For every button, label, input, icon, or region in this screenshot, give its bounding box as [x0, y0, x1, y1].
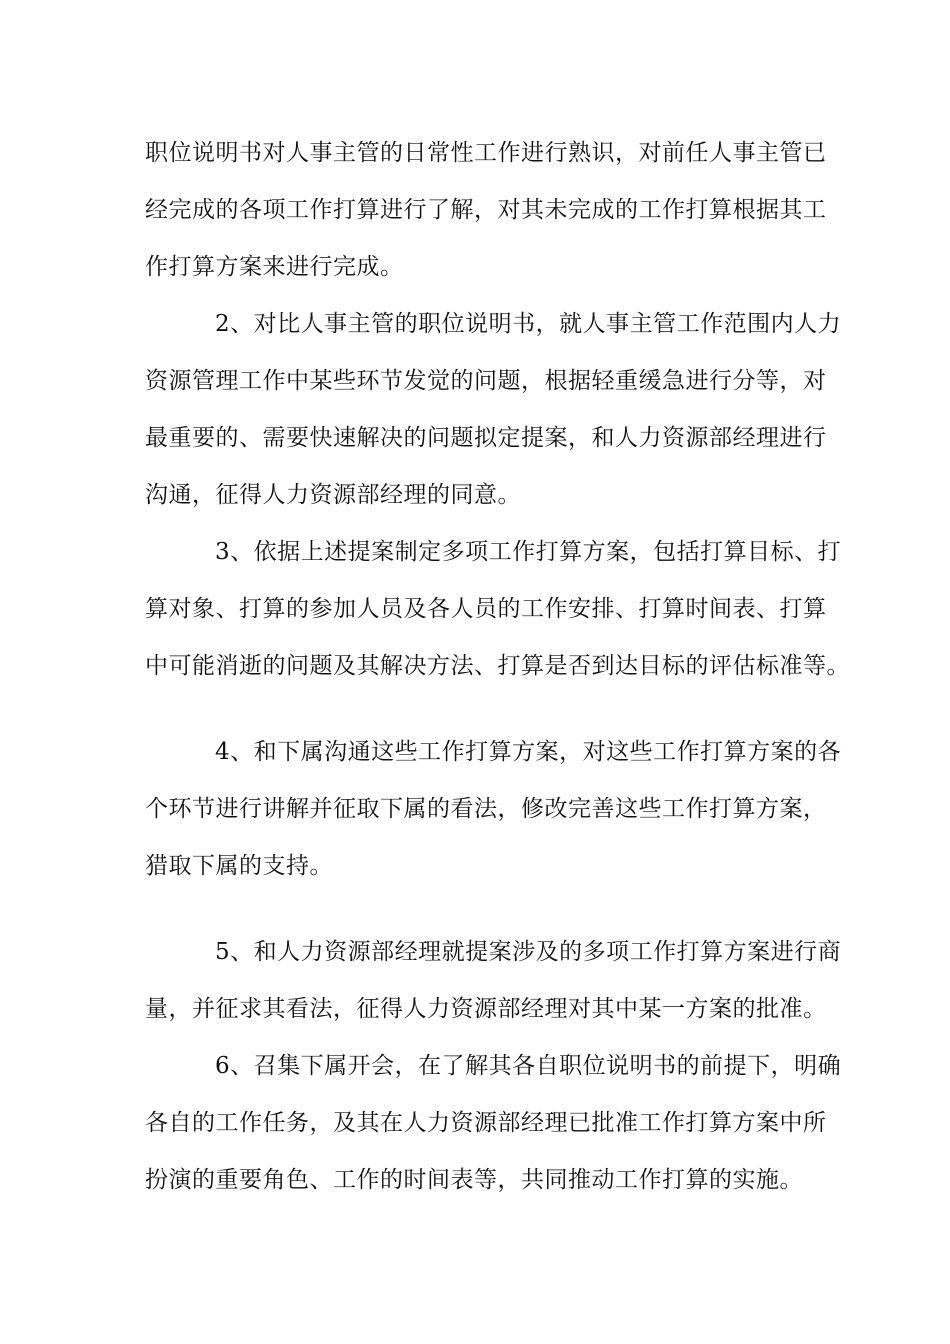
text-line: 最重要的、需要快速解决的问题拟定提案，和人力资源部经理进行: [145, 425, 827, 451]
text-line: 猎取下属的支持。: [145, 853, 333, 879]
text-line: 中可能消逝的问题及其解决方法、打算是否到达目标的评估标准等。: [145, 653, 850, 679]
paragraph-item-4: [145, 724, 842, 895]
text-line: 量，并征求其看法，征得人力资源部经理对其中某一方案的批准。: [145, 996, 827, 1022]
text-line: 个环节进行讲解并征取下属的看法，修改完善这些工作打算方案，: [145, 796, 827, 822]
text-line: 各自的工作任务，及其在人力资源部经理已批准工作打算方案中所: [145, 1110, 827, 1136]
paragraph-item-5: [145, 924, 842, 1038]
text-line: 资源管理工作中某些环节发觉的问题，根据轻重缓急进行分等，对: [145, 368, 827, 394]
text-line: 扮演的重要角色、工作的时间表等，共同推动工作打算的实施。: [145, 1167, 803, 1193]
text-line: 经完成的各项工作打算进行了解，对其未完成的工作打算根据其工: [145, 197, 827, 223]
text-line: 4、和下属沟通这些工作打算方案，对这些工作打算方案的各: [215, 739, 842, 765]
paragraph-item-6: [145, 1038, 842, 1209]
text-line: 6、召集下属开会，在了解其各自职位说明书的前提下，明确: [215, 1053, 842, 1079]
paragraph-item-3: [145, 524, 850, 695]
paragraph-continued: [145, 125, 827, 296]
text-line: 2、对比人事主管的职位说明书，就人事主管工作范围内人力: [215, 311, 842, 337]
text-line: 5、和人力资源部经理就提案涉及的多项工作打算方案进行商: [215, 939, 842, 965]
text-line: 作打算方案来进行完成。: [145, 254, 404, 280]
paragraph-item-2: [145, 296, 842, 524]
text-line: 职位说明书对人事主管的日常性工作进行熟识，对前任人事主管已: [145, 140, 827, 166]
text-line: 3、依据上述提案制定多项工作打算方案，包括打算目标、打: [215, 539, 842, 565]
text-line: 沟通，征得人力资源部经理的同意。: [145, 482, 521, 508]
text-line: 算对象、打算的参加人员及各人员的工作安排、打算时间表、打算: [145, 596, 827, 622]
